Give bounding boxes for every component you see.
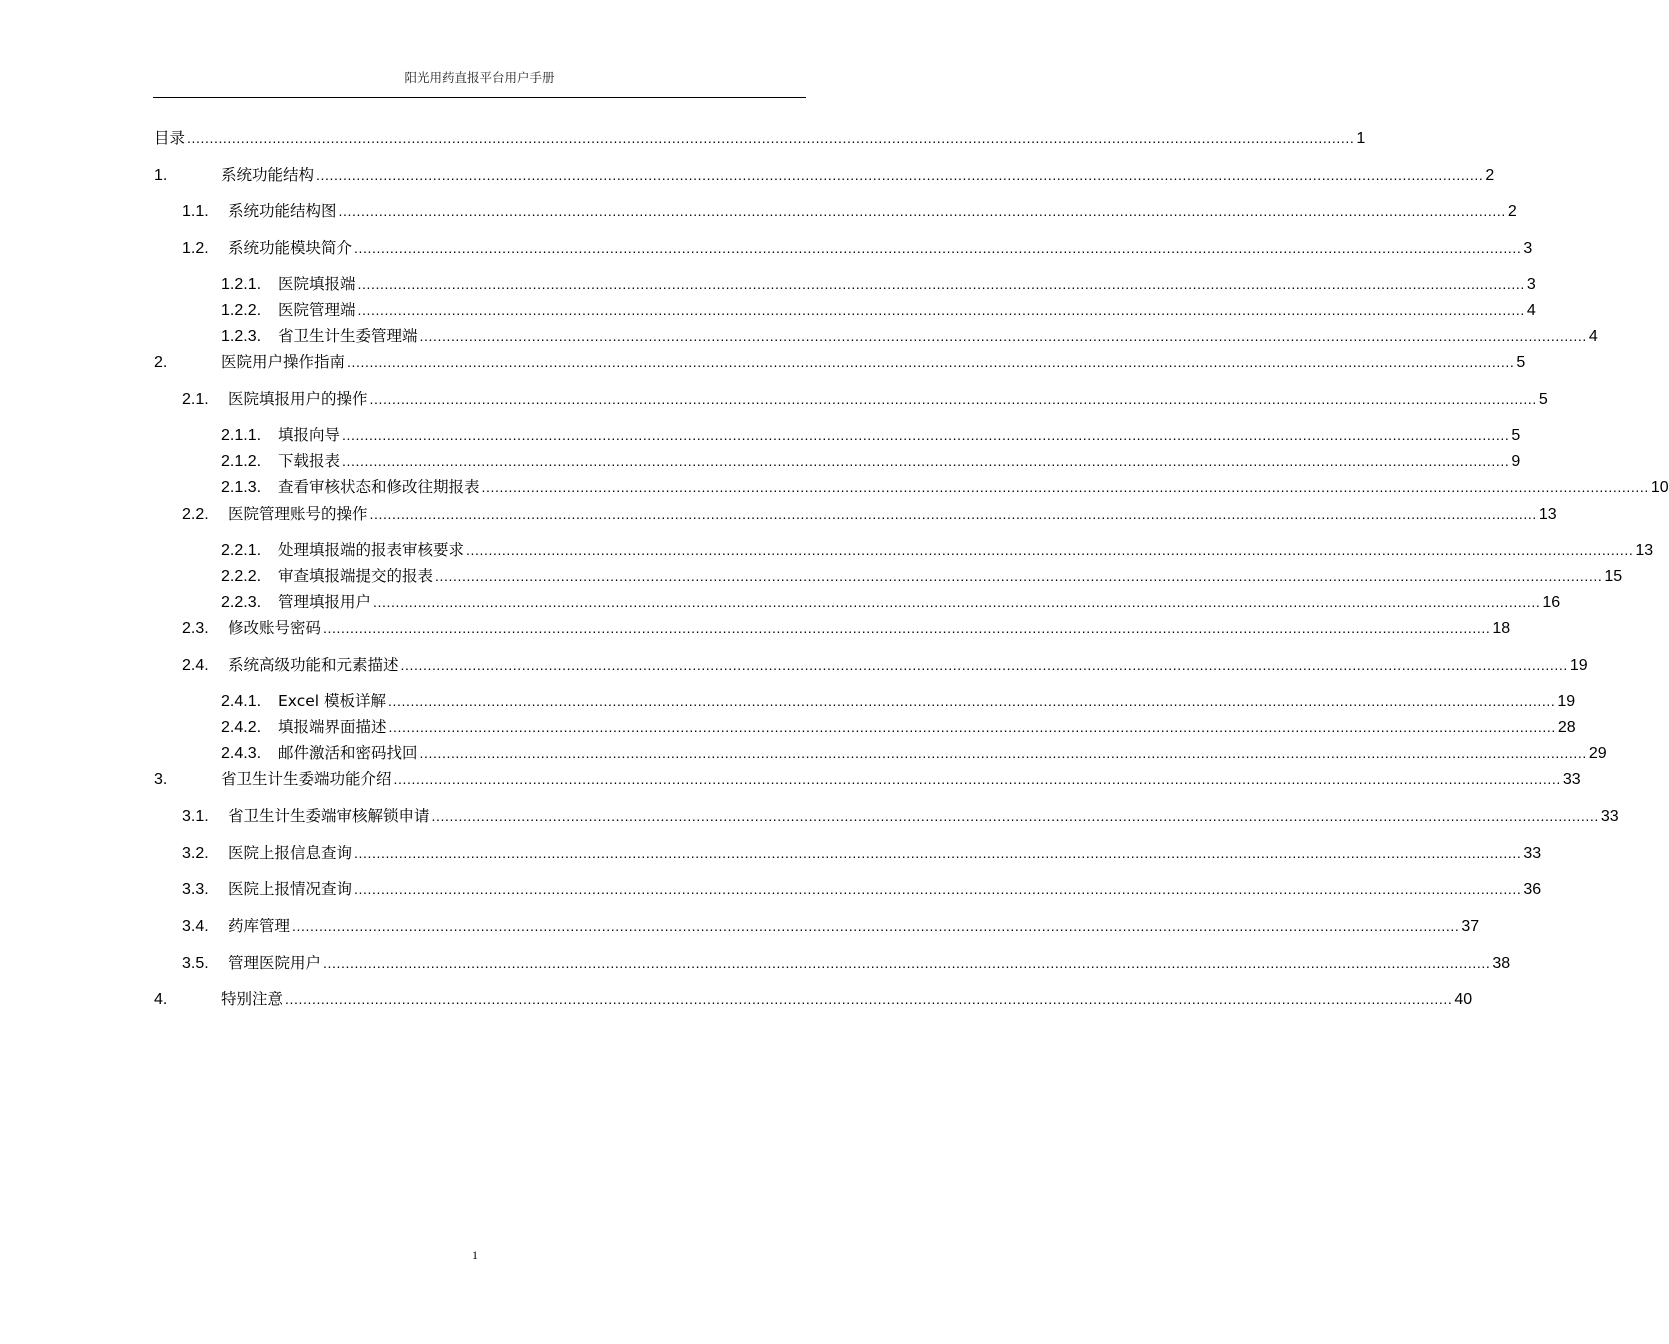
toc-entry[interactable] <box>182 617 1511 639</box>
toc-entry-title: Excel 模板详解 <box>278 692 386 710</box>
toc-entry-number: 2.1. <box>182 391 209 408</box>
toc-leader-dots: .................................................................................................................................................................................................................................................................... <box>342 427 1510 443</box>
toc-entry-title: 医院上报情况查询 <box>228 880 353 898</box>
toc-entry[interactable] <box>154 164 1495 186</box>
toc-entry-number: 2.2.1. <box>221 542 262 559</box>
toc-entry-title: 系统高级功能和元素描述 <box>228 656 399 674</box>
toc-entry[interactable] <box>182 952 1511 974</box>
toc-entry-page: 4 <box>1588 328 1598 345</box>
toc-entry[interactable] <box>221 565 1623 587</box>
page-number: 1 <box>472 1248 478 1262</box>
toc-leader-dots: .................................................................................................................................................................................................................................................................... <box>292 918 1460 934</box>
toc-leader-dots: .................................................................................................................................................................................................................................................................... <box>393 771 1561 787</box>
toc-entry-page: 38 <box>1492 955 1511 972</box>
toc-leader-dots: .................................................................................................................................................................................................................................................................... <box>466 542 1634 558</box>
toc-entry-title: 管理填报用户 <box>278 593 372 611</box>
toc-entry-title: 查看审核状态和修改往期报表 <box>278 478 480 496</box>
toc-entry-page: 9 <box>1511 453 1521 470</box>
toc-entry-number: 3.4. <box>182 918 209 935</box>
toc-leader-dots: .................................................................................................................................................................................................................................................................... <box>285 991 1453 1007</box>
toc-entry-number: 1.2.3. <box>221 328 262 345</box>
toc-entry-title: 审查填报端提交的报表 <box>278 567 434 585</box>
toc-entry-number: 4. <box>154 991 168 1008</box>
toc-entry-title: 修改账号密码 <box>228 619 322 637</box>
toc-leader-dots: .................................................................................................................................................................................................................................................................... <box>431 808 1599 824</box>
toc-entry-page: 36 <box>1523 881 1542 898</box>
toc-entry[interactable] <box>221 742 1607 764</box>
toc-entry-title: 省卫生计生委端审核解锁申请 <box>228 807 430 825</box>
toc-entry-page: 33 <box>1600 808 1619 825</box>
toc-entry-title: 医院填报用户的操作 <box>228 390 368 408</box>
toc-entry-number: 2.4.3. <box>221 745 262 762</box>
toc-entry-page: 28 <box>1557 719 1576 736</box>
toc-entry-title: 系统功能结构 <box>221 166 315 184</box>
toc-entry-page: 1 <box>1356 130 1366 147</box>
toc-entry-title: 目录 <box>154 129 186 147</box>
toc-entry-title: 处理填报端的报表审核要求 <box>278 541 465 559</box>
toc-entry-title: 省卫生计生委管理端 <box>278 327 418 345</box>
toc-entry-title: 下载报表 <box>278 452 341 470</box>
toc-entry[interactable] <box>221 690 1576 712</box>
toc-entry-page: 3 <box>1526 276 1536 293</box>
toc-entry-page: 16 <box>1542 594 1561 611</box>
toc-entry-number: 3. <box>154 771 168 788</box>
toc-entry-page: 5 <box>1516 354 1526 371</box>
toc-entry[interactable] <box>221 716 1576 738</box>
toc-leader-dots: .................................................................................................................................................................................................................................................................... <box>388 693 1556 709</box>
toc-leader-dots: .................................................................................................................................................................................................................................................................... <box>323 955 1491 971</box>
toc-entry-page: 3 <box>1523 240 1533 257</box>
toc-entry-title: 药库管理 <box>228 917 291 935</box>
toc-entry-title: 填报向导 <box>278 426 341 444</box>
toc-entry[interactable] <box>154 768 1581 790</box>
toc-entry-number: 3.2. <box>182 845 209 862</box>
toc-entry-number: 2.2.3. <box>221 594 262 611</box>
toc-entry-title: 填报端界面描述 <box>278 718 387 736</box>
toc-entry-number: 2.4.1. <box>221 693 262 710</box>
toc-leader-dots: .................................................................................................................................................................................................................................................................... <box>347 354 1515 370</box>
toc-entry-title: 医院上报信息查询 <box>228 844 353 862</box>
toc-entry-title: 医院填报端 <box>278 275 356 293</box>
toc-leader-dots: .................................................................................................................................................................................................................................................................... <box>354 240 1522 256</box>
toc-entry-page: 33 <box>1562 771 1581 788</box>
toc-leader-dots: .................................................................................................................................................................................................................................................................... <box>323 620 1491 636</box>
toc-entry[interactable] <box>182 503 1557 525</box>
toc-entry-number: 2.2.2. <box>221 568 262 585</box>
toc-entry[interactable] <box>182 654 1588 676</box>
toc-entry-number: 3.5. <box>182 955 209 972</box>
toc-entry[interactable] <box>182 200 1517 222</box>
toc-entry-page: 40 <box>1454 991 1473 1008</box>
toc-leader-dots: .................................................................................................................................................................................................................................................................... <box>481 479 1649 495</box>
toc-entry-page: 4 <box>1526 302 1536 319</box>
toc-entry-page: 2 <box>1507 203 1517 220</box>
toc-leader-dots: .................................................................................................................................................................................................................................................................... <box>316 167 1484 183</box>
toc-entry-number: 2.2. <box>182 506 209 523</box>
toc-entry[interactable] <box>154 127 1366 149</box>
toc-entry-page: 10 <box>1650 479 1669 496</box>
toc-entry[interactable] <box>221 450 1521 472</box>
toc-entry-number: 2.4. <box>182 657 209 674</box>
toc-leader-dots: .................................................................................................................................................................................................................................................................... <box>419 328 1587 344</box>
toc-entry-number: 1. <box>154 167 168 184</box>
toc-leader-dots: .................................................................................................................................................................................................................................................................... <box>342 453 1510 469</box>
toc-entry-page: 5 <box>1538 391 1548 408</box>
toc-entry-page: 13 <box>1538 506 1557 523</box>
toc-entry-number: 2.1.2. <box>221 453 262 470</box>
toc-leader-dots: .................................................................................................................................................................................................................................................................... <box>357 302 1525 318</box>
toc-entry-title: 邮件激活和密码找回 <box>278 744 418 762</box>
toc-entry[interactable] <box>221 424 1521 446</box>
toc-entry-number: 2.1.1. <box>221 427 262 444</box>
toc-leader-dots: .................................................................................................................................................................................................................................................................... <box>354 845 1522 861</box>
toc-entry[interactable] <box>182 878 1542 900</box>
toc-entry-number: 2.3. <box>182 620 209 637</box>
toc-entry-title: 省卫生计生委端功能介绍 <box>221 770 392 788</box>
toc-leader-dots: .................................................................................................................................................................................................................................................................... <box>400 657 1568 673</box>
toc-entry[interactable] <box>182 915 1480 937</box>
toc-entry-number: 2. <box>154 354 168 371</box>
toc-leader-dots: .................................................................................................................................................................................................................................................................... <box>435 568 1603 584</box>
toc-entry-number: 1.2.1. <box>221 276 262 293</box>
toc-entry-number: 2.4.2. <box>221 719 262 736</box>
toc-entry[interactable] <box>221 539 1654 561</box>
toc-entry-number: 3.3. <box>182 881 209 898</box>
toc-entry-title: 医院管理端 <box>278 301 356 319</box>
toc-entry-page: 33 <box>1523 845 1542 862</box>
toc-entry[interactable] <box>221 299 1536 321</box>
toc-entry-number: 1.1. <box>182 203 209 220</box>
toc-entry-page: 15 <box>1604 568 1623 585</box>
toc-leader-dots: .................................................................................................................................................................................................................................................................... <box>369 391 1537 407</box>
toc-leader-dots: .................................................................................................................................................................................................................................................................... <box>338 203 1506 219</box>
toc-leader-dots: .................................................................................................................................................................................................................................................................... <box>373 594 1541 610</box>
toc-entry[interactable] <box>221 273 1536 295</box>
toc-entry[interactable] <box>182 805 1619 827</box>
toc-entry-number: 1.2.2. <box>221 302 262 319</box>
toc-leader-dots: .................................................................................................................................................................................................................................................................... <box>354 881 1522 897</box>
toc-entry[interactable] <box>182 388 1548 410</box>
toc-leader-dots: .................................................................................................................................................................................................................................................................... <box>187 130 1355 146</box>
toc-entry-title: 系统功能结构图 <box>228 202 337 220</box>
toc-entry[interactable] <box>221 476 1669 498</box>
toc-entry-number: 3.1. <box>182 808 209 825</box>
toc-entry[interactable] <box>154 351 1526 373</box>
toc-entry-title: 特别注意 <box>221 990 284 1008</box>
toc-entry-page: 37 <box>1461 918 1480 935</box>
toc-entry[interactable] <box>221 325 1598 347</box>
toc-entry[interactable] <box>154 988 1473 1010</box>
toc-entry-number: 1.2. <box>182 240 209 257</box>
toc-entry-page: 29 <box>1588 745 1607 762</box>
toc-leader-dots: .................................................................................................................................................................................................................................................................... <box>419 745 1587 761</box>
toc-entry[interactable] <box>221 591 1561 613</box>
toc-entry-page: 19 <box>1557 693 1576 710</box>
toc-entry-page: 18 <box>1492 620 1511 637</box>
toc-entry-number: 2.1.3. <box>221 479 262 496</box>
toc-entry-page: 13 <box>1635 542 1654 559</box>
header-title: 阳光用药直报平台用户手册 <box>404 70 555 85</box>
toc-entry-title: 管理医院用户 <box>228 954 322 972</box>
toc-entry[interactable] <box>182 237 1533 259</box>
toc-leader-dots: .................................................................................................................................................................................................................................................................... <box>369 506 1537 522</box>
toc-entry-page: 19 <box>1569 657 1588 674</box>
toc-entry-title: 医院管理账号的操作 <box>228 505 368 523</box>
toc-leader-dots: .................................................................................................................................................................................................................................................................... <box>357 276 1525 292</box>
toc-entry-title: 系统功能模块简介 <box>228 239 353 257</box>
toc-entry[interactable] <box>182 842 1542 864</box>
toc-entry-title: 医院用户操作指南 <box>221 353 346 371</box>
toc-entry-page: 2 <box>1485 167 1495 184</box>
toc-leader-dots: .................................................................................................................................................................................................................................................................... <box>388 719 1556 735</box>
toc-entry-page: 5 <box>1511 427 1521 444</box>
